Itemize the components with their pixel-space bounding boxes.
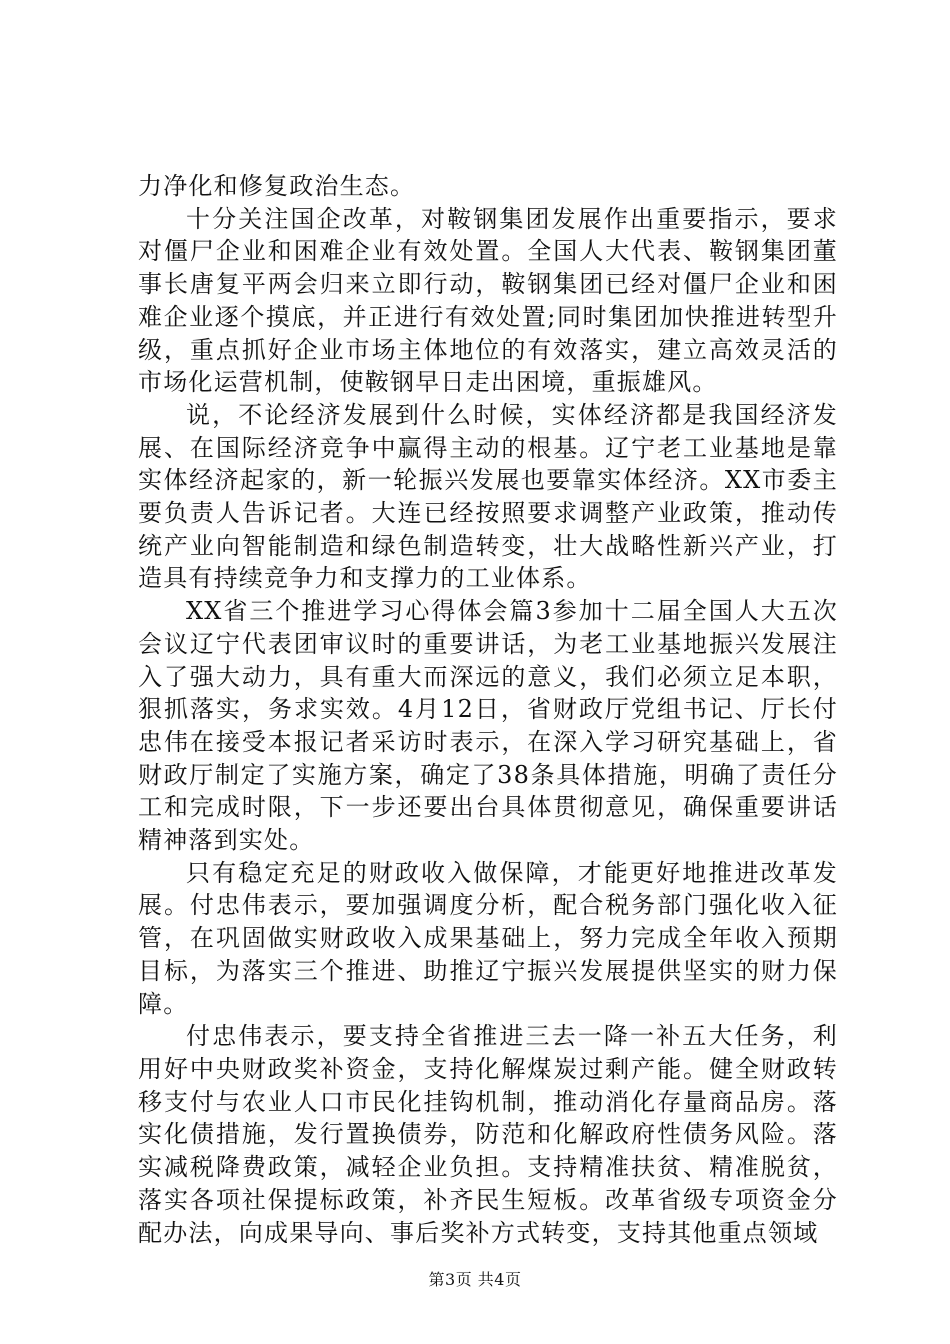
paragraph: 只有稳定充足的财政收入做保障，才能更好地推进改革发展。付忠伟表示，要加强调度分析，配合税务部门强化收入征管，在巩固做实财政收入成果基础上，努力完成全年收入预期目标，为落实三个推进、助推辽宁振兴发展提供坚实的财力保障。 (138, 858, 838, 1018)
paragraph: 说，不论经济发展到什么时候，实体经济都是我国经济发展、在国际经济竞争中赢得主动的根基。辽宁老工业基地是靠实体经济起家的，新一轮振兴发展也要靠实体经济。XX市委主要负责人告诉记者。大连已经按照要求调整产业政策，推动传统产业向智能制造和绿色制造转变，壮大战略性新兴产业，打造具有持续竞争力和支撑力的工业体系。 (138, 400, 838, 593)
paragraph: 十分关注国企改革，对鞍钢集团发展作出重要指示，要求对僵尸企业和困难企业有效处置。全国人大代表、鞍钢集团董事长唐复平两会归来立即行动，鞍钢集团已经对僵尸企业和困难企业逐个摸底，并正进行有效处置;同时集团加快推进转型升级，重点抓好企业市场主体地位的有效落实，建立高效灵活的市场化运营机制，使鞍钢早日走出困境，重振雄风。 (138, 204, 838, 397)
paragraph: 付忠伟表示，要支持全省推进三去一降一补五大任务，利用好中央财政奖补资金，支持化解煤炭过剩产能。健全财政转移支付与农业人口市民化挂钩机制，推动消化存量商品房。落实化债措施，发行置换债券，防范和化解政府性债务风险。落实减税降费政策，减轻企业负担。支持精准扶贫、精准脱贫，落实各项社保提标政策，补齐民生短板。改革省级专项资金分配办法，向成果导向、事后奖补方式转变，支持其他重点领域 (138, 1022, 838, 1247)
page-number-footer: 第3页 共4页 (428, 1270, 522, 1289)
document-body (138, 170, 838, 1249)
paragraph: 力净化和修复政治生态。 (138, 172, 416, 200)
paragraph: XX省三个推进学习心得体会篇3参加十二届全国人大五次会议辽宁代表团审议时的重要讲话，为老工业基地振兴发展注入了强大动力，具有重大而深远的意义，我们必须立足本职，狠抓落实，务求实效。4月12日，省财政厅党组书记、厅长付忠伟在接受本报记者采访时表示，在深入学习研究基础上，省财政厅制定了实施方案，确定了38条具体措施，明确了责任分工和完成时限，下一步还要出台具体贯彻意见，确保重要讲话精神落到实处。 (138, 597, 838, 855)
